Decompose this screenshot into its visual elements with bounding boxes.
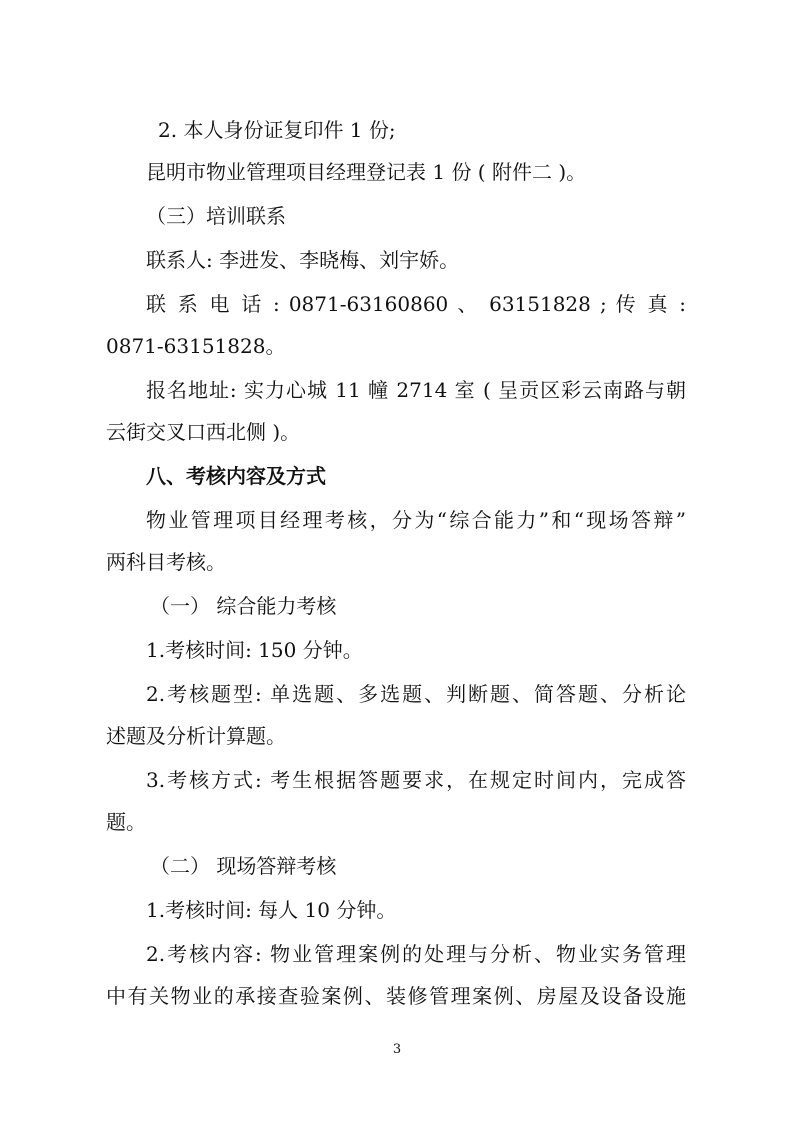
registration-address-cont: 云街交叉口西北侧 )。 <box>106 420 301 444</box>
oral-defense-time: 1.考核时间: 每人 10 分钟。 <box>146 898 397 922</box>
section-heading-comprehensive: （一） 综合能力考核 <box>150 594 337 618</box>
comprehensive-question-types-cont: 述题及分析计算题。 <box>106 724 286 748</box>
registration-address: 报名地址: 实力心城 11 幢 2714 室 ( 呈贡区彩云南路与朝 <box>146 378 686 402</box>
list-item-id-copy: 2. 本人身份证复印件 1 份; <box>158 118 396 142</box>
page-number: 3 <box>392 1042 402 1057</box>
comprehensive-question-types: 2.考核题型: 单选题、多选题、判断题、简答题、分析论 <box>146 682 686 706</box>
section-heading-training-contact: （三）培训联系 <box>146 204 286 228</box>
fax-number: 0871-63151828。 <box>106 334 286 358</box>
comprehensive-method: 3.考核方式: 考生根据答题要求，在规定时间内，完成答 <box>146 768 686 792</box>
assessment-intro-cont: 两科目考核。 <box>106 550 226 574</box>
section-heading-oral-defense: （二） 现场答辩考核 <box>150 854 337 878</box>
assessment-intro: 物业管理项目经理考核，分为“综合能力”和“现场答辩” <box>146 508 686 532</box>
list-item-registration-form: 昆明市物业管理项目经理登记表 1 份 ( 附件二 )。 <box>146 160 587 184</box>
oral-defense-content-cont: 中有关物业的承接查验案例、装修管理案例、房屋及设备设施 <box>106 984 686 1008</box>
contact-persons: 联系人: 李进发、李晓梅、刘宇娇。 <box>146 248 460 272</box>
section-heading-assessment: 八、考核内容及方式 <box>146 464 326 488</box>
oral-defense-content: 2.考核内容: 物业管理案例的处理与分析、物业实务管理 <box>146 942 686 966</box>
comprehensive-method-cont: 题。 <box>106 810 146 834</box>
comprehensive-time: 1.考核时间: 150 分钟。 <box>146 638 363 662</box>
contact-phone: 联 系 电 话 : 0871-63160860 、 63151828 ; 传 真 : <box>146 292 686 316</box>
